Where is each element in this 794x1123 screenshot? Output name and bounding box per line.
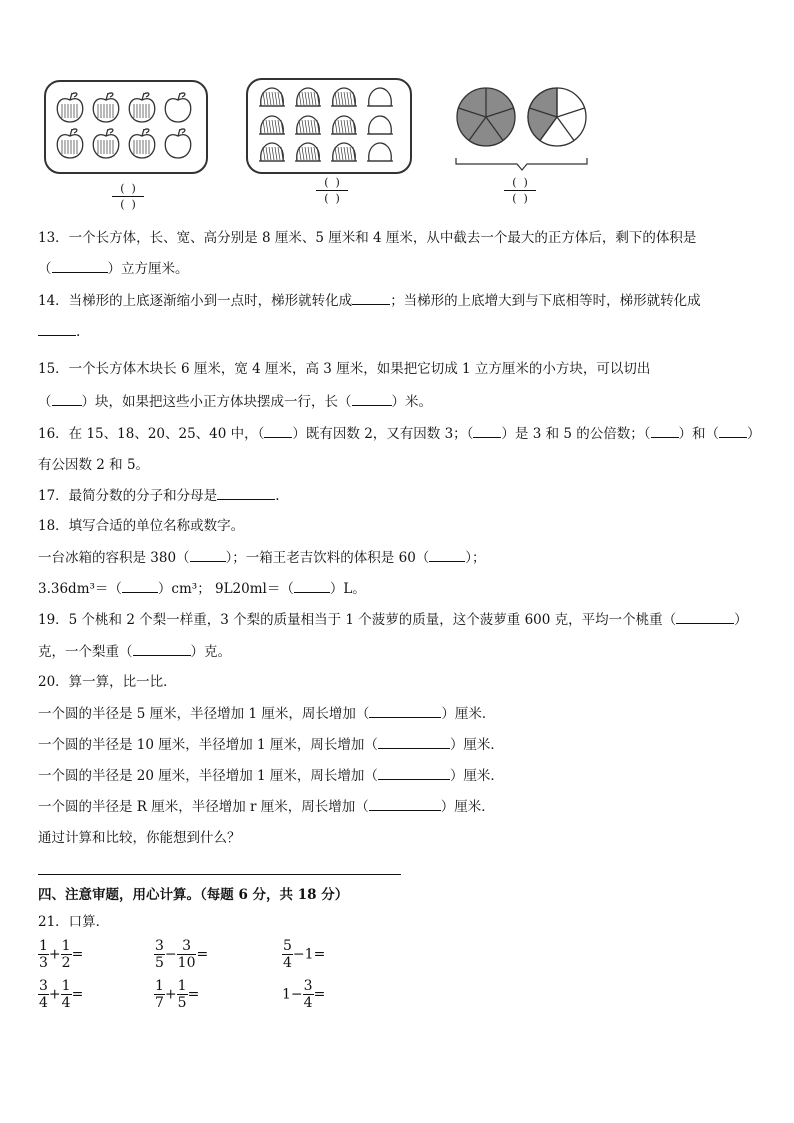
q21-item-4: $\frac{3}{4}$ + $\frac{1}{4}$ = — [39, 978, 84, 1011]
q19-blank-1[interactable] — [676, 610, 734, 624]
q18-blank-1[interactable] — [190, 548, 226, 562]
q17-line: 17．最简分数的分子和分母是 . — [38, 488, 280, 504]
q14-blank-2[interactable] — [38, 322, 76, 336]
section-4-title: 四、注意审题，用心计算。（每题 6 分，共 18 分） — [38, 887, 349, 903]
q18-line2: 一台冰箱的容积是 380（ ）；一箱王老吉饮料的体积是 60（ ）； — [38, 550, 486, 566]
q20-row-1: 一个圆的半径是 5 厘米，半径增加 1 厘米，周长增加（ ）厘米． — [38, 706, 496, 722]
q21-item-2: $\frac{3}{5}$ − $\frac{3}{10}$ = — [155, 938, 209, 971]
pie-circle — [528, 88, 586, 146]
q20-row-2: 一个圆的半径是 10 厘米，半径增加 1 厘米，周长增加（ ）厘米． — [38, 737, 504, 753]
q16-blank-3[interactable] — [651, 424, 679, 438]
q20-row-3: 一个圆的半径是 20 厘米，半径增加 1 厘米，周长增加（ ）厘米． — [38, 768, 504, 784]
q21-title: 21．口算． — [38, 914, 110, 930]
q18-blank-2[interactable] — [429, 548, 465, 562]
q21-item-1: $\frac{1}{3}$ + $\frac{1}{2}$ = — [39, 938, 84, 971]
q15-line1: 15．一个长方体木块长 6 厘米，宽 4 厘米，高 3 厘米，如果把它切成 1 立方厘米的小方块，可以切出 — [38, 361, 651, 377]
q21-item-5: $\frac{1}{7}$ + $\frac{1}{5}$ = — [155, 978, 200, 1011]
q15-blank-1[interactable] — [52, 392, 82, 406]
q18-blank-4[interactable] — [294, 579, 330, 593]
fraction-label-strawberries: ( ) ( ) — [312, 176, 352, 205]
pie-circle — [457, 88, 515, 146]
q14-line1: 14．当梯形的上底逐渐缩小到一点时，梯形就转化成 ；当梯形的上底增大到与下底相等时，梯形就转化成 — [38, 293, 701, 309]
q16-blank-4[interactable] — [719, 424, 747, 438]
q16-line1: 16．在 15、18、20、25、40 中，（ ）既有因数 2，又有因数 3；（ ）是 3 和 5 的公倍数；（ ）和（ ） — [38, 426, 761, 442]
q19-blank-2[interactable] — [133, 642, 191, 656]
q20-row-4: 一个圆的半径是 R 厘米，半径增加 r 厘米，周长增加（ ）厘米． — [38, 799, 495, 815]
q20-title: 20．算一算，比一比． — [38, 674, 177, 690]
q19-line1: 19．5 个桃和 2 个梨一样重，3 个梨的质量相当于 1 个菠萝的质量，这个菠萝重 600 克，平均一个桃重（ ） — [38, 612, 748, 628]
fraction-label-circles: ( ) ( ) — [500, 176, 540, 205]
q14-blank-1[interactable] — [352, 291, 390, 305]
q14-line2: . — [38, 322, 80, 341]
q18-title: 18．填写合适的单位名称或数字。 — [38, 518, 245, 534]
q13-line2: （ ）立方厘米。 — [38, 261, 189, 277]
q13-line1: 13．一个长方体，长、宽、高分别是 8 厘米、5 厘米和 4 厘米，从中截去一个最大的正方体后，剩下的体积是 — [38, 230, 697, 246]
q20-blank-1[interactable] — [369, 704, 441, 718]
q17-blank[interactable] — [217, 486, 275, 500]
q16-blank-2[interactable] — [473, 424, 501, 438]
q19-line2: 克，一个梨重（ ）克。 — [38, 644, 231, 660]
q20-answer-line[interactable] — [38, 874, 401, 875]
q20-blank-3[interactable] — [378, 766, 450, 780]
q21-item-3: $\frac{5}{4}$ −1= — [283, 938, 326, 971]
q16-line2: 有公因数 2 和 5。 — [38, 457, 150, 473]
q15-blank-2[interactable] — [352, 392, 392, 406]
q20-blank-2[interactable] — [378, 735, 450, 749]
apples-box — [44, 80, 208, 174]
fraction-label-apples: ( ) ( ) — [108, 182, 148, 211]
q21-item-6: 1− $\frac{3}{4}$ = — [282, 978, 326, 1011]
q18-line3: 3.36dm³＝（ ）cm³； 9L20ml＝（ ）L。 — [38, 581, 366, 597]
pie-circles — [457, 88, 586, 146]
q20-blank-4[interactable] — [369, 797, 441, 811]
q18-blank-3[interactable] — [122, 579, 158, 593]
q13-blank[interactable] — [52, 259, 108, 273]
brace — [456, 158, 587, 170]
strawberries-box — [246, 78, 412, 174]
q16-blank-1[interactable] — [264, 424, 292, 438]
q15-line2: （ ）块，如果把这些小正方体块摆成一行，长（ ）米。 — [38, 394, 432, 410]
q20-question: 通过计算和比较，你能想到什么？ — [38, 830, 241, 846]
